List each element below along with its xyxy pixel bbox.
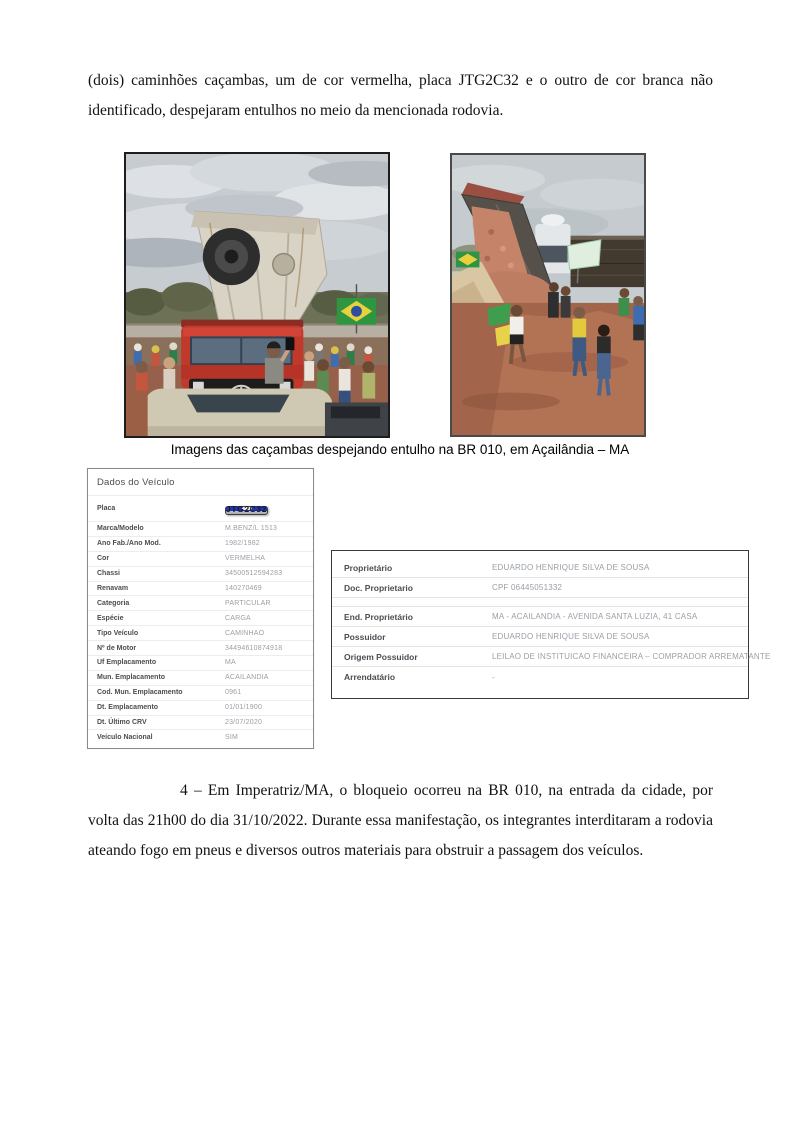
row-label: Renavam [97,585,129,592]
vehicle-row [88,536,313,551]
row-label: Cor [97,555,110,563]
row-value: 140270469 [225,585,262,592]
row-label: Dt. Último CRV [97,719,147,727]
row-value: - [492,672,495,682]
row-value: 34494610874918 [225,644,283,652]
owner-data-panel [331,550,771,699]
row-value: 34500512594283 [225,570,283,578]
row-label: Placa [97,505,116,512]
row-label: Arrendatário [344,672,396,682]
row-value: MA [225,659,236,667]
row-label: Dt. Emplacamento [97,704,159,712]
row-label: Categoria [97,599,130,607]
photo-red-dump-truck [124,152,390,438]
row-label: Uf Emplacamento [97,659,157,667]
vehicle-row-placa [88,495,313,521]
vehicle-row [88,700,313,715]
vehicle-row [88,551,313,566]
owner-rows-spacer [332,598,748,607]
vehicle-row [88,729,313,744]
owner-row [332,607,748,627]
row-value: 23/07/2020 [225,719,263,727]
row-label: Origem Possuidor [344,651,418,662]
vehicle-row [88,595,313,610]
paragraph-imperatriz-block: 4 – Em Imperatriz/MA, o bloqueio ocorreu na BR 010, na entrada da cidade, por volta das 21h00 do dia 31/10/2022. Durante essa manifestação, os integrantes interditaram a rodovia ateando fogo em pneus e diversos outros materiais para obstruir a passagem dos veículos. [88,782,713,859]
row-label: Mun. Emplacamento [97,674,166,682]
vehicle-row [88,625,313,640]
owner-row [332,647,771,667]
vehicle-row [88,581,313,596]
row-value: EDUARDO HENRIQUE SILVA DE SOUSA [492,632,650,641]
row-value: MA - ACAILANDIA - AVENIDA SANTA LUZIA, 41 CASA [492,612,698,621]
vehicle-row [88,566,313,581]
row-label: Nº de Motor [97,644,137,652]
vehicle-panel-title: Dados do Veículo [97,477,175,488]
row-value: CPF 06445051332 [492,583,563,592]
license-plate-badge [225,506,268,515]
vehicle-row [88,685,313,700]
row-label: Chassi [97,570,120,578]
owner-row [332,578,748,598]
vehicle-row [88,670,313,685]
row-label: Doc. Proprietario [344,582,413,593]
row-value: LEILAO DE INSTITUICAO FINANCEIRA – COMPRADOR ARREMATANTE [492,652,771,661]
row-value: PARTICULAR [225,599,271,607]
paragraph-trucks-description: (dois) caminhões caçambas, um de cor vermelha, placa JTG2C32 e o outro de cor branca não identificado, despejaram entulhos no meio da mencionada rodovia. [88,72,713,119]
photo-white-dump-truck [450,153,646,437]
owner-row [332,667,748,687]
row-value: M.BENZ/L 1513 [225,525,278,533]
row-value: ACAILANDIA [225,674,269,682]
vehicle-data-panel [87,468,314,749]
row-value: 1982/1982 [225,540,260,548]
row-value: 01/01/1900 [225,704,263,712]
row-label: Proprietário [344,562,393,573]
row-label: Espécie [97,614,124,622]
row-value: CARGA [225,614,251,622]
row-value: EDUARDO HENRIQUE SILVA DE SOUSA [492,563,650,572]
row-label: Ano Fab./Ano Mod. [97,540,161,548]
right-photo-illustration [452,155,644,435]
row-value: SIM [225,733,239,741]
row-label: Cod. Mun. Emplacamento [97,689,183,697]
row-label: Tipo Veículo [97,629,139,637]
vehicle-row [88,715,313,730]
photos-caption: Imagens das caçambas despejando entulho na BR 010, em Açailândia – MA [170,442,630,457]
vehicle-row [88,655,313,670]
plate-number: JTG2C32 [226,505,268,514]
left-photo-illustration [126,154,388,436]
vehicle-row [88,640,313,655]
row-label: Veículo Nacional [97,733,153,741]
row-label: Possuidor [344,631,386,642]
owner-row [332,627,748,647]
row-value: 0961 [225,689,242,697]
vehicle-row [88,610,313,625]
row-value: CAMINHAO [225,629,265,637]
row-label: End. Proprietário [344,611,413,622]
vehicle-row [88,521,313,536]
owner-row [332,558,748,578]
row-value: VERMELHA [225,555,266,563]
row-label: Marca/Modelo [97,525,144,533]
